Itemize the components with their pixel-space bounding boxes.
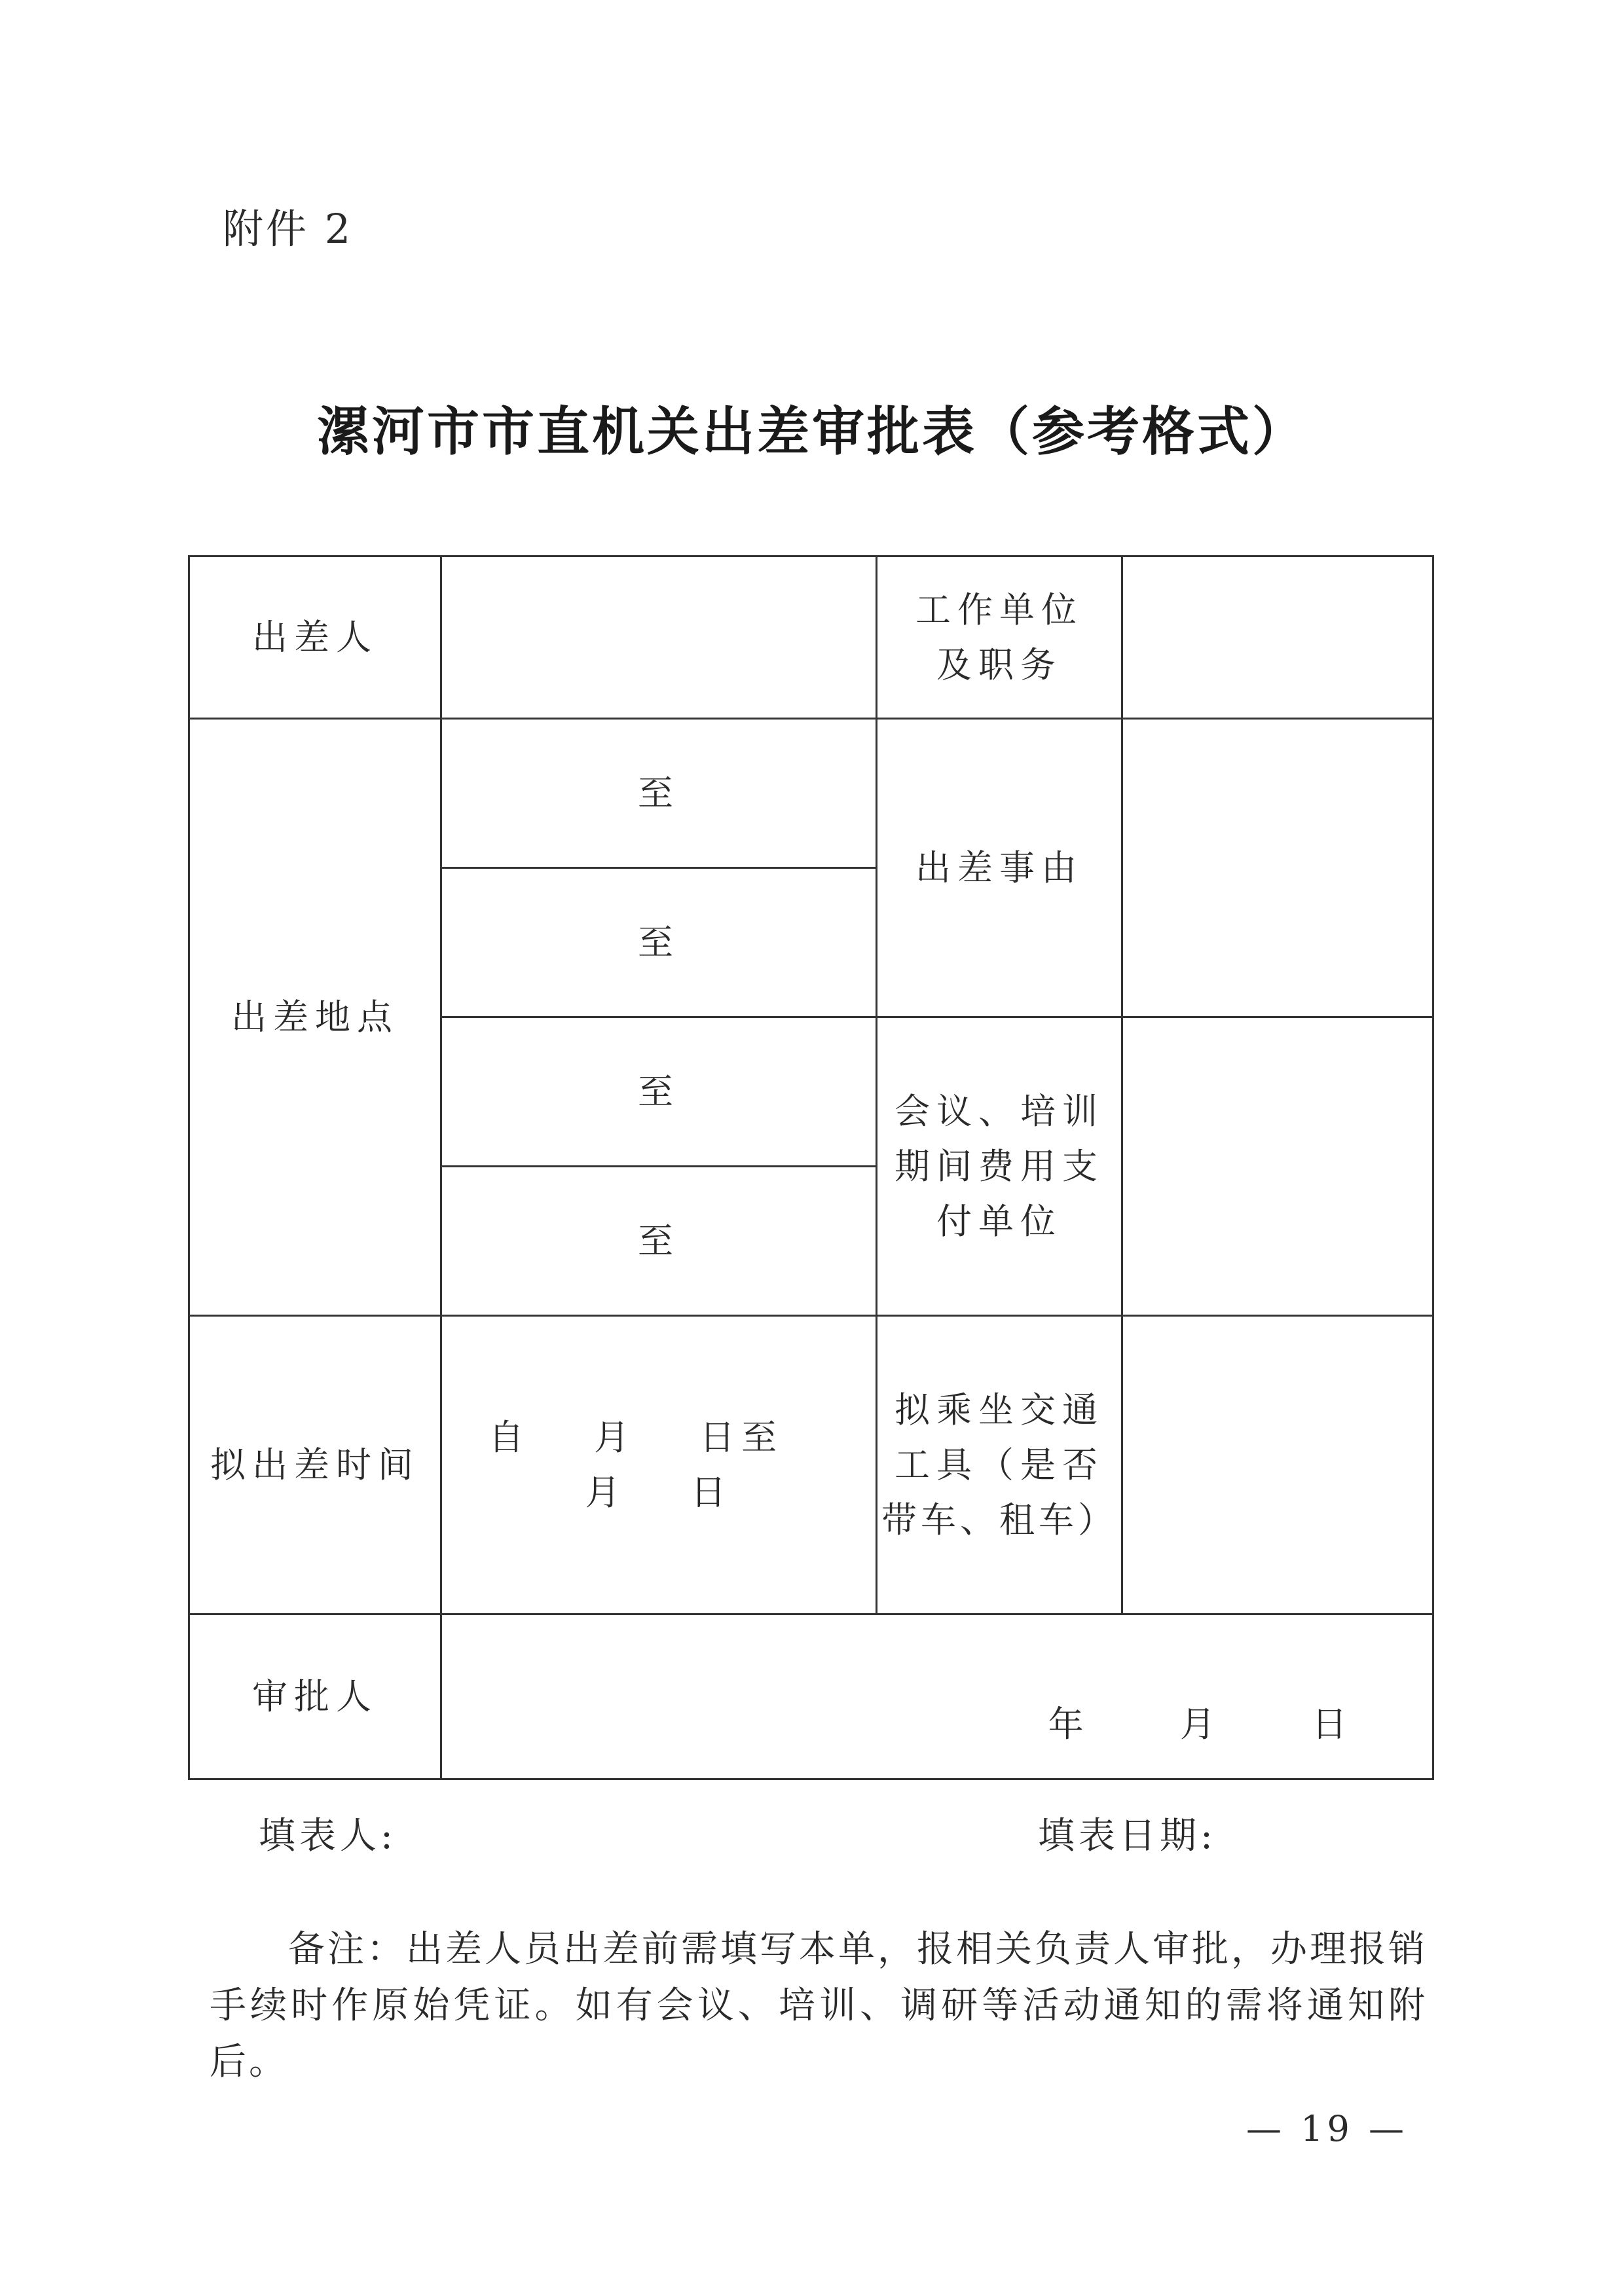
location-route-1[interactable]: 至 (441, 719, 877, 868)
location-route-2[interactable]: 至 (441, 868, 877, 1017)
transport-field[interactable] (1122, 1316, 1433, 1614)
expense-payer-field[interactable] (1122, 1017, 1433, 1316)
work-unit-line-1: 工作单位 (915, 589, 1083, 630)
travel-approval-table (188, 555, 1434, 1780)
location-route-3[interactable]: 至 (441, 1017, 877, 1167)
transport-line-2: 工具（是否 (895, 1444, 1104, 1485)
time-label: 拟出差时间 (189, 1316, 441, 1614)
location-label: 出差地点 (189, 719, 441, 1316)
attachment-label: 附件 2 (223, 205, 354, 253)
fill-date-label: 填表日期: (1038, 1815, 1217, 1857)
location-route-4[interactable]: 至 (441, 1167, 877, 1316)
transport-label (877, 1316, 1122, 1614)
expense-payer-line-3: 付单位 (936, 1200, 1062, 1242)
time-range-field[interactable] (441, 1316, 877, 1614)
transport-line-3: 带车、租车） (881, 1499, 1117, 1540)
time-month-2: 月 (585, 1471, 627, 1513)
traveler-label: 出差人 (189, 556, 441, 719)
expense-payer-line-1: 会议、培训 (895, 1090, 1104, 1132)
time-from: 自 (488, 1416, 530, 1458)
approval-day: 日 (1312, 1704, 1354, 1745)
approval-month: 月 (1179, 1704, 1222, 1745)
reason-label: 出差事由 (877, 719, 1122, 1017)
page-number: — 19 — (1246, 2108, 1408, 2149)
work-unit-line-2: 及职务 (936, 644, 1062, 685)
traveler-field[interactable] (441, 556, 877, 719)
transport-line-1: 拟乘坐交通 (895, 1389, 1104, 1430)
form-filler-label: 填表人: (259, 1815, 397, 1857)
approver-label: 审批人 (189, 1614, 441, 1779)
work-unit-label (877, 556, 1122, 719)
time-month: 月 (594, 1416, 636, 1458)
approval-year: 年 (1048, 1704, 1090, 1745)
reason-field[interactable] (1122, 719, 1433, 1017)
approval-date (1048, 1697, 1354, 1752)
expense-payer-label (877, 1017, 1122, 1316)
remark-note: 备注：出差人员出差前需填写本单，报相关负责人审批，办理报销手续时作原始凭证。如有会议、培训、调研等活动通知的需将通知附后。 (210, 1928, 1428, 2083)
work-unit-field[interactable] (1122, 556, 1433, 719)
time-day-2: 日 (690, 1471, 733, 1513)
form-title: 漯河市市直机关出差审批表（参考格式） (317, 401, 1307, 462)
time-day-to: 日至 (699, 1416, 784, 1458)
expense-payer-line-2: 期间费用支 (895, 1145, 1104, 1187)
approver-field[interactable] (441, 1614, 1433, 1779)
